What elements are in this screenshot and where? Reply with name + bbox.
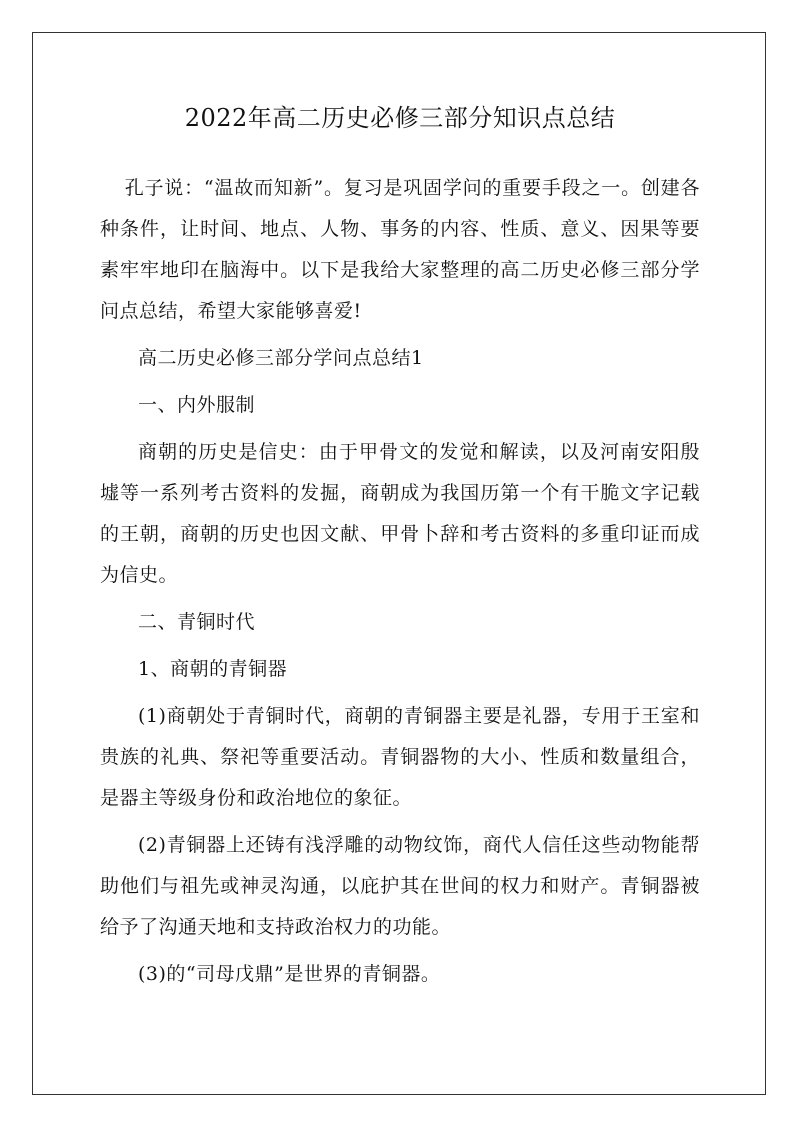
body-paragraph: (2)青铜器上还铸有浅浮雕的动物纹饰，商代人信任这些动物能帮助他们与祖先或神灵沟通，以庇护其在世间的权力和财产。青铜器被给予了沟通天地和支持政治权力的功能。 — [100, 834, 700, 938]
intro-paragraph: 孔子说：“温故而知新”。复习是巩固学问的重要手段之一。创建各种条件，让时间、地点、人物、事务的内容、性质、意义、因果等要素牢牢地印在脑海中。以下是我给大家整理的高二历史必修三部分学问点总结，希望大家能够喜爱! — [100, 177, 700, 322]
section-heading-2: 二、青铜时代 — [138, 611, 256, 633]
section-heading-1: 一、内外服制 — [138, 394, 256, 416]
subsection-heading: 1、商朝的青铜器 — [138, 658, 288, 680]
document-body — [100, 96, 700, 1001]
body-paragraph: (3)的“司母戊鼎”是世界的青铜器。 — [138, 963, 441, 985]
section-heading-summary: 高二历史必修三部分学问点总结1 — [138, 347, 424, 369]
body-paragraph: (1)商朝处于青铜时代，商朝的青铜器主要是礼器，专用于王室和贵族的礼典、祭祀等重要活动。青铜器物的大小、性质和数量组合，是器主等级身份和政治地位的象征。 — [100, 705, 700, 809]
body-paragraph: 商朝的历史是信史：由于甲骨文的发觉和解读，以及河南安阳殷墟等一系列考古资料的发掘，商朝成为我国历第一个有干脆文字记载的王朝，商朝的历史也因文献、甲骨卜辞和考古资料的多重印证而成为信史。 — [100, 441, 700, 586]
document-title: 2022年高二历史必修三部分知识点总结 — [184, 104, 616, 132]
